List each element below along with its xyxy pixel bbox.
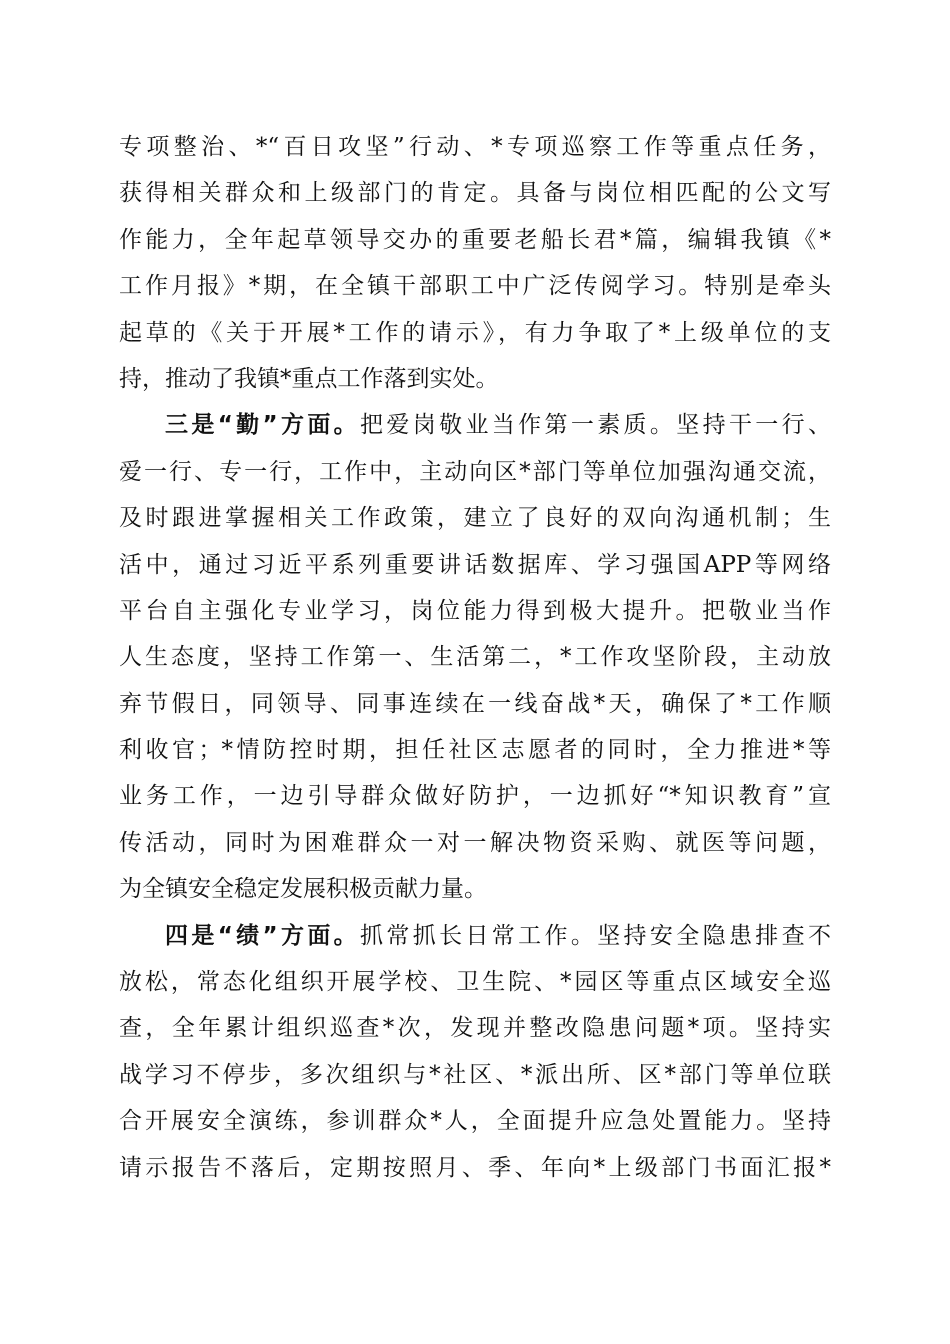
text-line: 及时跟进掌握相关工作政策，建立了良好的双向沟通机制；生 xyxy=(119,505,831,532)
text-line: 放松，常态化组织开展学校、卫生院、*园区等重点区域安全巡 xyxy=(119,969,831,996)
text-line: 爱一行、专一行，工作中，主动向区*部门等单位加强沟通交流， xyxy=(119,458,831,485)
paragraph-3 xyxy=(119,913,831,1191)
text-line: 传活动，同时为困难群众一对一解决物资采购、就医等问题， xyxy=(119,829,831,856)
text-line: 请示报告不落后，定期按照月、季、年向*上级部门书面汇报* xyxy=(119,1154,831,1181)
text-line: 平台自主强化专业学习，岗位能力得到极大提升。把敬业当作 xyxy=(119,597,831,624)
text-line: 利收官；*情防控时期，担任社区志愿者的同时，全力推进*等 xyxy=(119,737,831,764)
paragraph-first-line: 把爱岗敬业当作第一素质。坚持干一行、 xyxy=(360,412,832,439)
text-line: 为全镇安全稳定发展积极贡献力量。 xyxy=(119,876,487,903)
text-line xyxy=(119,402,831,448)
text-line: 查，全年累计组织巡查*次，发现并整改隐患问题*项。坚持实 xyxy=(119,1015,831,1042)
text-line: 弃节假日，同领导、同事连续在一线奋战*天，确保了*工作顺 xyxy=(119,690,831,717)
text-line: 活中，通过习近平系列重要讲话数据库、学习强国APP等网络 xyxy=(119,551,831,578)
text-line: 业务工作，一边引导群众做好防护，一边抓好“*知识教育”宣 xyxy=(119,783,831,810)
paragraph-lead: 四是“绩”方面。 xyxy=(165,922,361,949)
text-line: 专项整治、*“百日攻坚”行动、*专项巡察工作等重点任务， xyxy=(119,134,831,160)
text-line xyxy=(119,913,831,959)
paragraph-lead: 三是“勤”方面。 xyxy=(165,412,361,439)
paragraph-first-line: 抓常抓长日常工作。坚持安全隐患排查不 xyxy=(360,922,832,949)
text-line: 持，推动了我镇*重点工作落到实处。 xyxy=(119,365,499,392)
text-line: 起草的《关于开展*工作的请示》，有力争取了*上级单位的支 xyxy=(119,319,831,346)
text-line: 战学习不停步，多次组织与*社区、*派出所、区*部门等单位联 xyxy=(119,1061,831,1088)
text-line: 人生态度，坚持工作第一、生活第二，*工作攻坚阶段，主动放 xyxy=(119,644,831,671)
text-line: 获得相关群众和上级部门的肯定。具备与岗位相匹配的公文写 xyxy=(119,180,831,207)
paragraph-2 xyxy=(119,402,831,912)
text-line: 作能力，全年起草领导交办的重要老船长君*篇，编辑我镇《* xyxy=(119,226,831,253)
document-body xyxy=(119,124,831,1191)
text-line: 工作月报》*期，在全镇干部职工中广泛传阅学习。特别是牵头 xyxy=(119,273,831,300)
text-line: 合开展安全演练，参训群众*人，全面提升应急处置能力。坚持 xyxy=(119,1108,831,1135)
paragraph-1 xyxy=(119,124,831,402)
